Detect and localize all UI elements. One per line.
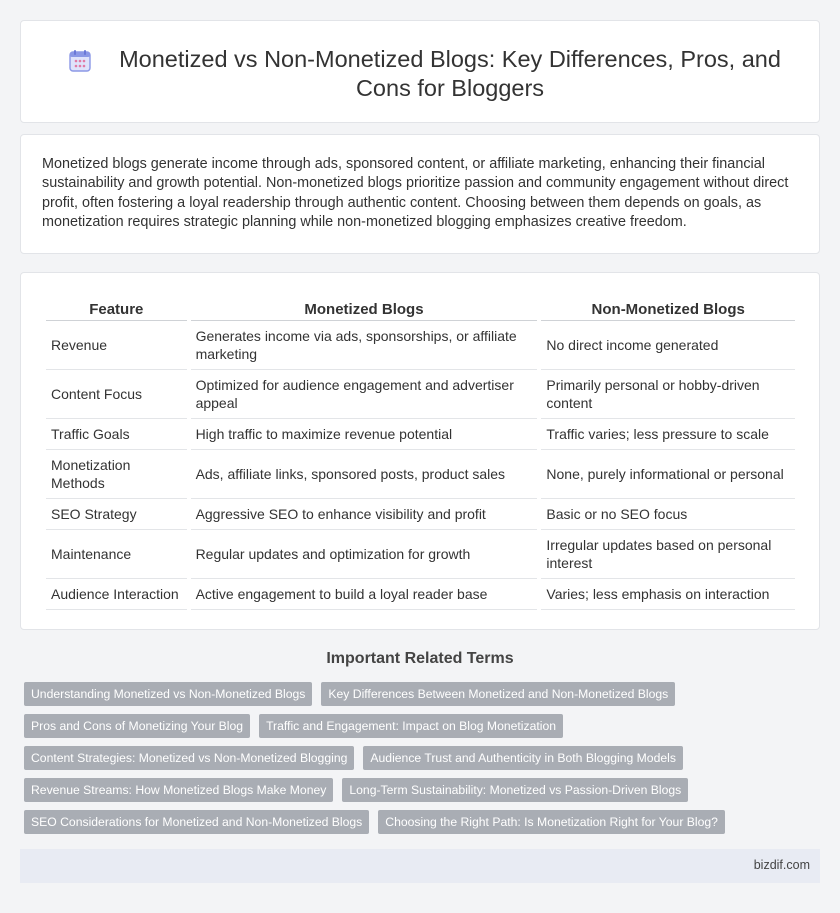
table-cell: None, purely informational or personal xyxy=(541,450,795,499)
table-cell: Monetization Methods xyxy=(46,450,187,499)
related-term-tag[interactable]: Revenue Streams: How Monetized Blogs Make Money xyxy=(24,778,333,802)
related-term-tag[interactable]: Understanding Monetized vs Non-Monetized Blogs xyxy=(24,682,312,706)
related-term-tag[interactable]: Pros and Cons of Monetizing Your Blog xyxy=(24,714,250,738)
table-cell: Ads, affiliate links, sponsored posts, product sales xyxy=(191,450,538,499)
footer-site-name: bizdif.com xyxy=(753,858,810,872)
related-term-tag[interactable]: Content Strategies: Monetized vs Non-Monetized Blogging xyxy=(24,746,354,770)
related-term-tag[interactable]: Traffic and Engagement: Impact on Blog Monetization xyxy=(259,714,563,738)
intro-card xyxy=(20,134,820,254)
table-cell: Active engagement to build a loyal reader base xyxy=(191,579,538,610)
table-row xyxy=(46,530,795,579)
table-cell: Content Focus xyxy=(46,370,187,419)
related-term-tag[interactable]: Key Differences Between Monetized and Non-Monetized Blogs xyxy=(321,682,675,706)
footer xyxy=(20,849,820,883)
table-cell: No direct income generated xyxy=(541,321,795,370)
table-row xyxy=(46,579,795,610)
page-title: Monetized vs Non-Monetized Blogs: Key Differences, Pros, and Cons for Bloggers xyxy=(119,46,781,101)
table-cell: Irregular updates based on personal interest xyxy=(541,530,795,579)
table-cell: High traffic to maximize revenue potential xyxy=(191,419,538,450)
table-cell: Generates income via ads, sponsorships, or affiliate marketing xyxy=(191,321,538,370)
table-cell: Regular updates and optimization for growth xyxy=(191,530,538,579)
table-row xyxy=(46,450,795,499)
table-cell: SEO Strategy xyxy=(46,499,187,530)
table-cell: Traffic varies; less pressure to scale xyxy=(541,419,795,450)
table-cell: Optimized for audience engagement and advertiser appeal xyxy=(191,370,538,419)
table-cell: Audience Interaction xyxy=(46,579,187,610)
table-cell: Aggressive SEO to enhance visibility and profit xyxy=(191,499,538,530)
comparison-table xyxy=(42,293,799,610)
table-header-monetized: Monetized Blogs xyxy=(191,293,538,321)
table-cell: Primarily personal or hobby-driven content xyxy=(541,370,795,419)
related-terms-heading: Important Related Terms xyxy=(326,650,514,667)
table-row xyxy=(46,370,795,419)
intro-paragraph: Monetized blogs generate income through ads, sponsored content, or affiliate marketing, enhancing their financial sustainability and growth potential. Non-monetized blogs prioritize passion and community engagement without direct profit, often fostering a loyal readership through authentic content. Choosing between them depends on goals, as monetization requires strategic planning while non-monetized blogging emphasizes creative freedom. xyxy=(42,156,789,230)
table-cell: Basic or no SEO focus xyxy=(541,499,795,530)
related-term-tag[interactable]: Long-Term Sustainability: Monetized vs Passion-Driven Blogs xyxy=(342,778,688,802)
related-term-tag[interactable]: Audience Trust and Authenticity in Both Blogging Models xyxy=(363,746,683,770)
table-header-row xyxy=(46,293,795,321)
header-card xyxy=(20,20,820,123)
table-cell: Revenue xyxy=(46,321,187,370)
calendar-icon xyxy=(67,48,93,74)
related-terms-list xyxy=(24,682,824,842)
comparison-table-card xyxy=(20,272,820,630)
related-term-tag[interactable]: SEO Considerations for Monetized and Non-Monetized Blogs xyxy=(24,810,369,834)
related-term-tag[interactable]: Choosing the Right Path: Is Monetization Right for Your Blog? xyxy=(378,810,725,834)
table-cell: Traffic Goals xyxy=(46,419,187,450)
table-cell: Maintenance xyxy=(46,530,187,579)
table-header-feature: Feature xyxy=(46,293,187,321)
table-cell: Varies; less emphasis on interaction xyxy=(541,579,795,610)
table-row xyxy=(46,499,795,530)
table-header-non-monetized: Non-Monetized Blogs xyxy=(541,293,795,321)
table-row xyxy=(46,419,795,450)
table-row xyxy=(46,321,795,370)
